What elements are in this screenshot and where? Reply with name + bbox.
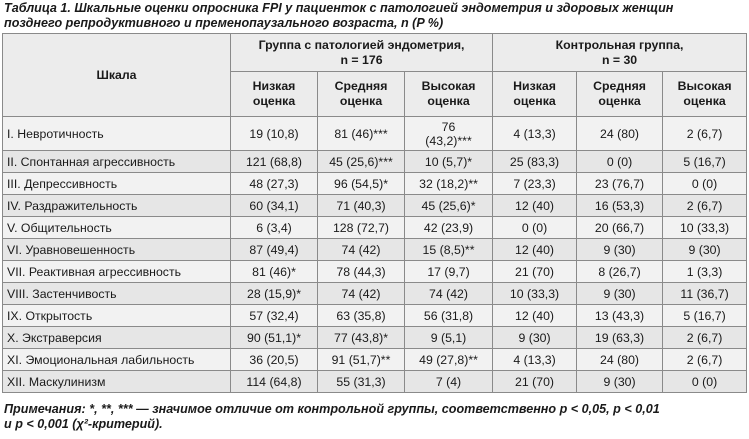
value-cell: 128 (72,7)	[318, 217, 405, 239]
scale-name-cell: VI. Уравновешенность	[3, 239, 231, 261]
value-cell: 6 (3,4)	[231, 217, 318, 239]
value-cell: 77 (43,8)*	[318, 327, 405, 349]
scale-name-cell: XI. Эмоциональная лабильность	[3, 349, 231, 371]
value-cell: 91 (51,7)**	[318, 349, 405, 371]
value-cell: 9 (5,1)	[405, 327, 493, 349]
value-cell: 121 (68,8)	[231, 151, 318, 173]
value-cell: 9 (30)	[577, 283, 663, 305]
value-cell: 7 (4)	[405, 371, 493, 393]
fpi-table	[2, 33, 747, 393]
value-cell: 2 (6,7)	[663, 195, 747, 217]
header-mid-pathology: Средняя оценка	[318, 72, 405, 117]
value-cell: 23 (76,7)	[577, 173, 663, 195]
value-cell: 1 (3,3)	[663, 261, 747, 283]
value-cell: 90 (51,1)*	[231, 327, 318, 349]
table-row	[3, 349, 747, 371]
header-low-control: Низкая оценка	[493, 72, 577, 117]
value-cell: 24 (80)	[577, 117, 663, 151]
value-cell: 21 (70)	[493, 371, 577, 393]
table-row	[3, 195, 747, 217]
value-cell: 49 (27,8)**	[405, 349, 493, 371]
value-cell: 60 (34,1)	[231, 195, 318, 217]
table-caption: Таблица 1. Шкальные оценки опросника FPI у пациенток с патологией эндометрия и здоровых женщин позднего репродуктивного и пременопаузального возраста, n (P %)	[4, 1, 674, 30]
value-cell: 10 (5,7)*	[405, 151, 493, 173]
value-cell: 24 (80)	[577, 349, 663, 371]
value-cell: 7 (23,3)	[493, 173, 577, 195]
value-cell: 81 (46)*	[231, 261, 318, 283]
table-row	[3, 151, 747, 173]
value-cell: 74 (42)	[318, 283, 405, 305]
value-cell: 56 (31,8)	[405, 305, 493, 327]
value-cell: 57 (32,4)	[231, 305, 318, 327]
value-cell: 2 (6,7)	[663, 327, 747, 349]
value-cell: 9 (30)	[577, 239, 663, 261]
value-cell: 9 (30)	[493, 327, 577, 349]
scale-name-cell: I. Невротичность	[3, 117, 231, 151]
value-cell: 0 (0)	[577, 151, 663, 173]
table-row	[3, 261, 747, 283]
header-group-pathology: Группа с патологией эндометрия, n = 176	[231, 34, 493, 72]
header-high-pathology: Высокая оценка	[405, 72, 493, 117]
table-row	[3, 117, 747, 151]
value-cell: 71 (40,3)	[318, 195, 405, 217]
value-cell: 28 (15,9)*	[231, 283, 318, 305]
value-cell: 55 (31,3)	[318, 371, 405, 393]
value-cell: 4 (13,3)	[493, 117, 577, 151]
header-scale: Шкала	[3, 34, 231, 117]
header-low-pathology: Низкая оценка	[231, 72, 318, 117]
value-cell: 21 (70)	[493, 261, 577, 283]
scale-name-cell: V. Общительность	[3, 217, 231, 239]
value-cell: 12 (40)	[493, 305, 577, 327]
table-row	[3, 305, 747, 327]
value-cell: 45 (25,6)***	[318, 151, 405, 173]
value-cell: 9 (30)	[577, 371, 663, 393]
value-cell: 19 (10,8)	[231, 117, 318, 151]
value-cell: 4 (13,3)	[493, 349, 577, 371]
value-cell: 48 (27,3)	[231, 173, 318, 195]
value-cell: 0 (0)	[663, 371, 747, 393]
table-row	[3, 371, 747, 393]
value-cell: 78 (44,3)	[318, 261, 405, 283]
table-row	[3, 217, 747, 239]
value-cell: 32 (18,2)**	[405, 173, 493, 195]
value-cell: 11 (36,7)	[663, 283, 747, 305]
value-cell: 96 (54,5)*	[318, 173, 405, 195]
value-cell: 42 (23,9)	[405, 217, 493, 239]
value-cell: 17 (9,7)	[405, 261, 493, 283]
value-cell: 25 (83,3)	[493, 151, 577, 173]
value-cell: 36 (20,5)	[231, 349, 318, 371]
value-cell: 5 (16,7)	[663, 305, 747, 327]
scale-name-cell: X. Экстраверсия	[3, 327, 231, 349]
scale-name-cell: IX. Открытость	[3, 305, 231, 327]
scale-name-cell: VII. Реактивная агрессивность	[3, 261, 231, 283]
scale-name-cell: II. Спонтанная агрессивность	[3, 151, 231, 173]
value-cell: 10 (33,3)	[663, 217, 747, 239]
header-mid-control: Средняя оценка	[577, 72, 663, 117]
value-cell: 63 (35,8)	[318, 305, 405, 327]
table-note: Примечания: *, **, *** — значимое отличие от контрольной группы, соответственно p < 0,05, p < 0,01 и p < 0,001 (χ²-критерий).	[4, 402, 660, 431]
header-high-control: Высокая оценка	[663, 72, 747, 117]
value-cell: 19 (63,3)	[577, 327, 663, 349]
value-cell: 81 (46)***	[318, 117, 405, 151]
value-cell: 5 (16,7)	[663, 151, 747, 173]
value-cell: 12 (40)	[493, 239, 577, 261]
value-cell: 0 (0)	[663, 173, 747, 195]
value-cell: 114 (64,8)	[231, 371, 318, 393]
header-group-control: Контрольная группа, n = 30	[493, 34, 747, 72]
value-cell: 10 (33,3)	[493, 283, 577, 305]
value-cell: 8 (26,7)	[577, 261, 663, 283]
value-cell: 2 (6,7)	[663, 117, 747, 151]
value-cell: 0 (0)	[493, 217, 577, 239]
value-cell: 2 (6,7)	[663, 349, 747, 371]
value-cell: 16 (53,3)	[577, 195, 663, 217]
value-cell: 9 (30)	[663, 239, 747, 261]
value-cell: 12 (40)	[493, 195, 577, 217]
table-row	[3, 327, 747, 349]
value-cell: 20 (66,7)	[577, 217, 663, 239]
table-row	[3, 239, 747, 261]
table-row	[3, 173, 747, 195]
scale-name-cell: III. Депрессивность	[3, 173, 231, 195]
scale-name-cell: VIII. Застенчивость	[3, 283, 231, 305]
value-cell: 87 (49,4)	[231, 239, 318, 261]
table-body	[3, 117, 747, 393]
value-cell: 74 (42)	[405, 283, 493, 305]
value-cell: 74 (42)	[318, 239, 405, 261]
value-cell: 15 (8,5)**	[405, 239, 493, 261]
value-cell: 45 (25,6)*	[405, 195, 493, 217]
table-row	[3, 283, 747, 305]
value-cell: 13 (43,3)	[577, 305, 663, 327]
scale-name-cell: XII. Маскулинизм	[3, 371, 231, 393]
value-cell: 76 (43,2)***	[405, 117, 493, 151]
scale-name-cell: IV. Раздражительность	[3, 195, 231, 217]
